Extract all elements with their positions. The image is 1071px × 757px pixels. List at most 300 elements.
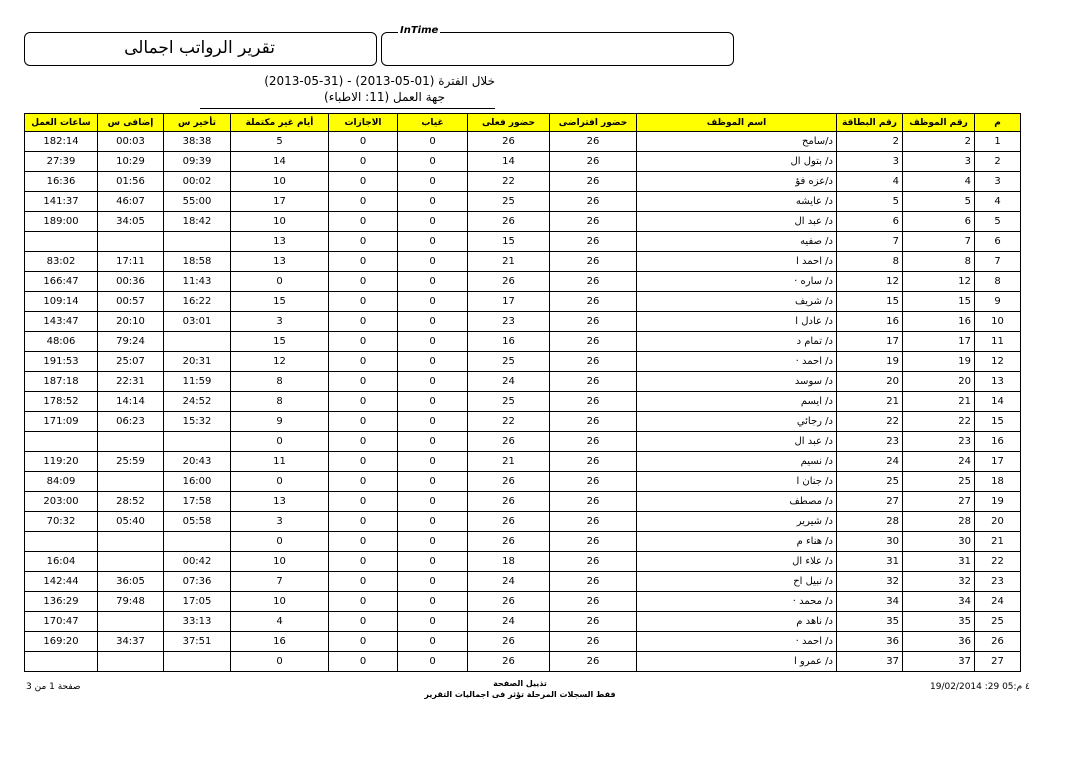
table-cell: 32 (903, 572, 975, 592)
table-cell: 10:29 (98, 152, 164, 172)
table-row (25, 332, 1021, 352)
table-cell: 0 (329, 292, 398, 312)
table-cell: 20:31 (164, 352, 231, 372)
table-cell: 21 (903, 392, 975, 412)
table-cell: 00:57 (98, 292, 164, 312)
table-cell: 26 (468, 272, 550, 292)
table-cell: 109:14 (25, 292, 98, 312)
table-cell: د/ عبد ال (637, 432, 837, 452)
table-cell: 26 (550, 432, 637, 452)
table-cell: 26 (550, 172, 637, 192)
table-cell: 0 (398, 352, 468, 372)
table-cell: 20:10 (98, 312, 164, 332)
table-cell: 11 (231, 452, 329, 472)
table-cell: 30 (903, 532, 975, 552)
table-cell: 24 (975, 592, 1021, 612)
table-cell: 19 (975, 492, 1021, 512)
table-cell (98, 612, 164, 632)
table-cell: 0 (329, 132, 398, 152)
table-cell: د/ تمام د (637, 332, 837, 352)
table-cell: 26 (550, 492, 637, 512)
table-cell: 141:37 (25, 192, 98, 212)
table-cell: 0 (329, 552, 398, 572)
table-cell: 21 (468, 452, 550, 472)
table-cell: 09:39 (164, 152, 231, 172)
table-cell: 26 (550, 312, 637, 332)
report-title: تقرير الرواتب اجمالى (124, 38, 275, 58)
table-cell: 2 (837, 132, 903, 152)
table-cell: 30 (837, 532, 903, 552)
table-row (25, 372, 1021, 392)
table-cell: 13 (231, 232, 329, 252)
table-cell: 13 (231, 252, 329, 272)
table-row (25, 392, 1021, 412)
table-cell: 17:11 (98, 252, 164, 272)
table-cell: 23 (903, 432, 975, 452)
brand-label: InTime (400, 25, 439, 36)
table-cell: 0 (329, 232, 398, 252)
table-row (25, 452, 1021, 472)
print-timestamp: 19/02/2014 :29 05:٤ م (930, 682, 1030, 692)
table-cell: 28 (837, 512, 903, 532)
page-number: صفحة 1 من 3 (26, 682, 81, 692)
footer-text: فقط السجلات المرحلة تؤثر فى اجماليات التقرير (424, 690, 616, 699)
table-cell: 182:14 (25, 132, 98, 152)
table-row (25, 252, 1021, 272)
table-cell: 10 (975, 312, 1021, 332)
table-cell: 26 (550, 512, 637, 532)
table-body (25, 132, 1021, 672)
table-cell: 4 (975, 192, 1021, 212)
table-cell: 136:29 (25, 592, 98, 612)
table-cell: د/ هناء م (637, 532, 837, 552)
table-cell: 11:59 (164, 372, 231, 392)
table-cell: 3 (903, 152, 975, 172)
table-cell: 23 (837, 432, 903, 452)
table-cell: 17 (903, 332, 975, 352)
table-cell: 17 (231, 192, 329, 212)
table-cell: 20 (903, 372, 975, 392)
table-cell: 84:09 (25, 472, 98, 492)
table-cell: 26 (550, 252, 637, 272)
table-cell: 8 (231, 372, 329, 392)
table-cell: 0 (398, 412, 468, 432)
table-cell: 0 (329, 192, 398, 212)
table-row (25, 212, 1021, 232)
subtitle-underline (200, 108, 495, 109)
table-cell: 0 (231, 272, 329, 292)
table-cell: 25 (903, 472, 975, 492)
table-cell: د/ ناهد م (637, 612, 837, 632)
table-cell: 26 (550, 552, 637, 572)
table-cell: 26 (468, 492, 550, 512)
table-cell: 25 (468, 352, 550, 372)
table-cell: 0 (329, 512, 398, 532)
table-cell: 21 (837, 392, 903, 412)
table-cell: 83:02 (25, 252, 98, 272)
table-cell: 16 (468, 332, 550, 352)
table-cell: 0 (329, 612, 398, 632)
table-cell: 26 (550, 412, 637, 432)
table-cell: 23 (468, 312, 550, 332)
table-cell: 12 (903, 272, 975, 292)
table-cell: 25 (837, 472, 903, 492)
table-cell: 18:42 (164, 212, 231, 232)
table-cell: 70:32 (25, 512, 98, 532)
table-cell: 34:37 (98, 632, 164, 652)
table-cell: 0 (398, 432, 468, 452)
table-cell: 5 (837, 192, 903, 212)
table-cell: 17 (837, 332, 903, 352)
table-cell: 00:36 (98, 272, 164, 292)
table-cell: 21 (975, 532, 1021, 552)
table-cell: 10 (231, 172, 329, 192)
table-cell: د/ بتول ال (637, 152, 837, 172)
table-cell: 0 (398, 492, 468, 512)
report-department: جهة العمل (11: الاطباء) (324, 90, 445, 104)
table-cell: 26 (468, 472, 550, 492)
table-cell: 25 (975, 612, 1021, 632)
table-cell: د/ جنان ا (637, 472, 837, 492)
table-cell: 15 (903, 292, 975, 312)
table-cell: 00:02 (164, 172, 231, 192)
table-cell: 26 (468, 652, 550, 672)
table-row (25, 172, 1021, 192)
table-cell (25, 532, 98, 552)
table-cell: 37:51 (164, 632, 231, 652)
table-cell: 6 (903, 212, 975, 232)
table-cell: 0 (231, 532, 329, 552)
table-row (25, 652, 1021, 672)
table-cell: 171:09 (25, 412, 98, 432)
table-cell: 2 (975, 152, 1021, 172)
table-cell: 0 (329, 372, 398, 392)
table-cell: 0 (329, 632, 398, 652)
table-cell (98, 232, 164, 252)
column-header: غياب (398, 114, 468, 132)
table-cell: 15 (975, 412, 1021, 432)
table-cell: 5 (975, 212, 1021, 232)
table-cell: 26 (550, 132, 637, 152)
table-row (25, 612, 1021, 632)
table-row (25, 432, 1021, 452)
table-row (25, 512, 1021, 532)
table-cell: 0 (329, 332, 398, 352)
table-row (25, 552, 1021, 572)
table-cell: 3 (837, 152, 903, 172)
table-cell (25, 432, 98, 452)
table-cell: 0 (398, 552, 468, 572)
table-cell: 15 (231, 332, 329, 352)
column-header: م (975, 114, 1021, 132)
table-cell: 142:44 (25, 572, 98, 592)
table-row (25, 472, 1021, 492)
table-cell: 20 (975, 512, 1021, 532)
table-cell: 26 (975, 632, 1021, 652)
table-cell: 27 (903, 492, 975, 512)
table-cell: 18:58 (164, 252, 231, 272)
table-cell: 0 (398, 532, 468, 552)
table-cell: 8 (837, 252, 903, 272)
table-row (25, 132, 1021, 152)
table-cell: 12 (837, 272, 903, 292)
table-cell: 7 (903, 232, 975, 252)
table-cell: 26 (550, 332, 637, 352)
table-cell: د/ ساره · (637, 272, 837, 292)
table-cell: 22 (975, 552, 1021, 572)
footer-title: تذييل الصفحة (493, 679, 547, 688)
table-cell: 6 (975, 232, 1021, 252)
table-cell: 203:00 (25, 492, 98, 512)
table-cell: 34:05 (98, 212, 164, 232)
table-cell: 00:42 (164, 552, 231, 572)
table-cell: 0 (329, 452, 398, 472)
table-cell: 17 (975, 452, 1021, 472)
table-cell: 26 (550, 452, 637, 472)
table-cell: 0 (398, 512, 468, 532)
table-cell (164, 532, 231, 552)
table-cell: 14 (231, 152, 329, 172)
table-cell: 26 (550, 612, 637, 632)
table-cell: 3 (231, 512, 329, 532)
table-cell: 26 (468, 212, 550, 232)
table-cell: 33:13 (164, 612, 231, 632)
table-cell: 0 (398, 372, 468, 392)
table-cell: 0 (231, 432, 329, 452)
table-cell: 31 (903, 552, 975, 572)
table-cell (98, 552, 164, 572)
table-cell: 0 (398, 232, 468, 252)
table-row (25, 152, 1021, 172)
table-row (25, 232, 1021, 252)
table-cell: 0 (329, 252, 398, 272)
table-cell: 26 (550, 352, 637, 372)
table-cell: 143:47 (25, 312, 98, 332)
table-cell: 7 (975, 252, 1021, 272)
table-row (25, 292, 1021, 312)
column-header: حضور فعلى (468, 114, 550, 132)
table-cell: 23 (975, 572, 1021, 592)
table-cell: د/ سوسد (637, 372, 837, 392)
table-row (25, 492, 1021, 512)
table-cell: 13 (975, 372, 1021, 392)
table-cell: 0 (398, 292, 468, 312)
table-cell: 12 (975, 352, 1021, 372)
table-cell: 18 (975, 472, 1021, 492)
table-cell: 0 (398, 192, 468, 212)
table-cell: 26 (550, 232, 637, 252)
table-cell: 9 (231, 412, 329, 432)
table-cell: 14 (975, 392, 1021, 412)
brand-frame (381, 32, 734, 66)
table-cell (98, 652, 164, 672)
table-cell: 20:43 (164, 452, 231, 472)
table-cell: 0 (231, 472, 329, 492)
table-cell: د/ عادل ا (637, 312, 837, 332)
table-cell: 34 (903, 592, 975, 612)
table-cell: 0 (329, 432, 398, 452)
table-cell: 26 (550, 272, 637, 292)
table-cell: 26 (550, 652, 637, 672)
table-row (25, 312, 1021, 332)
table-cell: 26 (550, 152, 637, 172)
table-cell: 191:53 (25, 352, 98, 372)
table-cell: 24 (837, 452, 903, 472)
table-cell: 0 (398, 272, 468, 292)
table-cell: 15 (468, 232, 550, 252)
table-row (25, 572, 1021, 592)
table-cell (98, 472, 164, 492)
column-header: أيام غير مكتملة (231, 114, 329, 132)
table-cell: 26 (550, 372, 637, 392)
table-cell: 79:48 (98, 592, 164, 612)
table-cell: 06:23 (98, 412, 164, 432)
table-cell: د/ صفيه (637, 232, 837, 252)
table-cell: 0 (329, 472, 398, 492)
table-cell: د/ شريف (637, 292, 837, 312)
table-cell: 26 (550, 532, 637, 552)
table-row (25, 192, 1021, 212)
table-cell: 21 (468, 252, 550, 272)
table-cell: 01:56 (98, 172, 164, 192)
table-cell: 14 (468, 152, 550, 172)
table-cell: 26 (468, 512, 550, 532)
column-header: إضافى س (98, 114, 164, 132)
table-cell: 8 (975, 272, 1021, 292)
report-period: خلال الفترة (01-05-2013) - (31-05-2013) (264, 74, 495, 88)
table-cell: 0 (329, 492, 398, 512)
table-cell: 0 (329, 532, 398, 552)
table-cell: 26 (550, 212, 637, 232)
table-cell (25, 652, 98, 672)
table-cell: 18 (468, 552, 550, 572)
table-cell: 26 (550, 472, 637, 492)
table-cell: 10 (231, 212, 329, 232)
table-cell: 00:03 (98, 132, 164, 152)
table-row (25, 632, 1021, 652)
table-cell: 0 (398, 652, 468, 672)
table-cell: 17:05 (164, 592, 231, 612)
table-cell: 19 (903, 352, 975, 372)
table-cell: 14:14 (98, 392, 164, 412)
table-cell: 16 (975, 432, 1021, 452)
table-cell: 0 (231, 652, 329, 672)
table-cell: 0 (329, 212, 398, 232)
table-cell: 24 (468, 372, 550, 392)
table-cell: 8 (231, 392, 329, 412)
table-cell: 37 (903, 652, 975, 672)
table-cell: 0 (329, 272, 398, 292)
table-header-row (25, 114, 1021, 132)
table-cell (98, 432, 164, 452)
table-cell: 11:43 (164, 272, 231, 292)
table-cell (164, 232, 231, 252)
table-cell: 26 (468, 592, 550, 612)
table-cell: د/ عبد ال (637, 212, 837, 232)
table-cell: 26 (468, 132, 550, 152)
table-cell: 22 (837, 412, 903, 432)
table-cell: د/ نبيل اح (637, 572, 837, 592)
table-cell: 15 (837, 292, 903, 312)
table-cell: 0 (398, 152, 468, 172)
table-cell: 0 (398, 132, 468, 152)
table-cell: 119:20 (25, 452, 98, 472)
table-cell: 35 (837, 612, 903, 632)
table-cell: د/ احمد ا (637, 252, 837, 272)
table-cell: 13 (231, 492, 329, 512)
table-cell: د/ احمد · (637, 632, 837, 652)
table-cell: 25 (468, 392, 550, 412)
table-cell: 07:36 (164, 572, 231, 592)
table-cell: 0 (398, 472, 468, 492)
table-cell: 31 (837, 552, 903, 572)
table-cell: د/ ايسم (637, 392, 837, 412)
footer-note (400, 678, 640, 700)
table-cell: 17:58 (164, 492, 231, 512)
table-cell: 25:07 (98, 352, 164, 372)
table-cell: 15 (231, 292, 329, 312)
table-cell: 25:59 (98, 452, 164, 472)
table-cell: 16:22 (164, 292, 231, 312)
table-cell: د/سامح (637, 132, 837, 152)
table-cell: 26 (468, 532, 550, 552)
column-header: الاجازات (329, 114, 398, 132)
table-cell: 26 (468, 632, 550, 652)
table-cell: 17 (468, 292, 550, 312)
table-cell: 03:01 (164, 312, 231, 332)
table-cell: 16:36 (25, 172, 98, 192)
table-cell: 36 (903, 632, 975, 652)
table-cell: 26 (550, 572, 637, 592)
table-cell: 24:52 (164, 392, 231, 412)
table-cell: 34 (837, 592, 903, 612)
table-cell: 0 (398, 592, 468, 612)
table-cell: 05:40 (98, 512, 164, 532)
table-cell: 0 (398, 252, 468, 272)
table-cell: د/ احمد · (637, 352, 837, 372)
table-cell: 4 (903, 172, 975, 192)
table-cell: 4 (231, 612, 329, 632)
table-cell: 16 (903, 312, 975, 332)
table-cell (25, 232, 98, 252)
table-cell: 79:24 (98, 332, 164, 352)
table-cell: 10 (231, 552, 329, 572)
table-cell: د/عزه فؤ (637, 172, 837, 192)
table-row (25, 352, 1021, 372)
table-cell: 178:52 (25, 392, 98, 412)
table-cell: 1 (975, 132, 1021, 152)
table-cell: 169:20 (25, 632, 98, 652)
table-cell: 22:31 (98, 372, 164, 392)
table-cell: 25 (468, 192, 550, 212)
table-cell: 28 (903, 512, 975, 532)
table-cell: د/ شيرير (637, 512, 837, 532)
table-cell: 0 (398, 632, 468, 652)
table-cell: د/ محمد · (637, 592, 837, 612)
table-cell: 2 (903, 132, 975, 152)
table-cell: 9 (975, 292, 1021, 312)
table-cell: 26 (550, 292, 637, 312)
table-cell: 32 (837, 572, 903, 592)
table-row (25, 592, 1021, 612)
table-row (25, 272, 1021, 292)
table-cell: 7 (837, 232, 903, 252)
table-cell: 22 (468, 172, 550, 192)
table-cell: 0 (329, 412, 398, 432)
table-cell: 26 (550, 632, 637, 652)
table-cell: 20 (837, 372, 903, 392)
table-cell: د/ علاء ال (637, 552, 837, 572)
